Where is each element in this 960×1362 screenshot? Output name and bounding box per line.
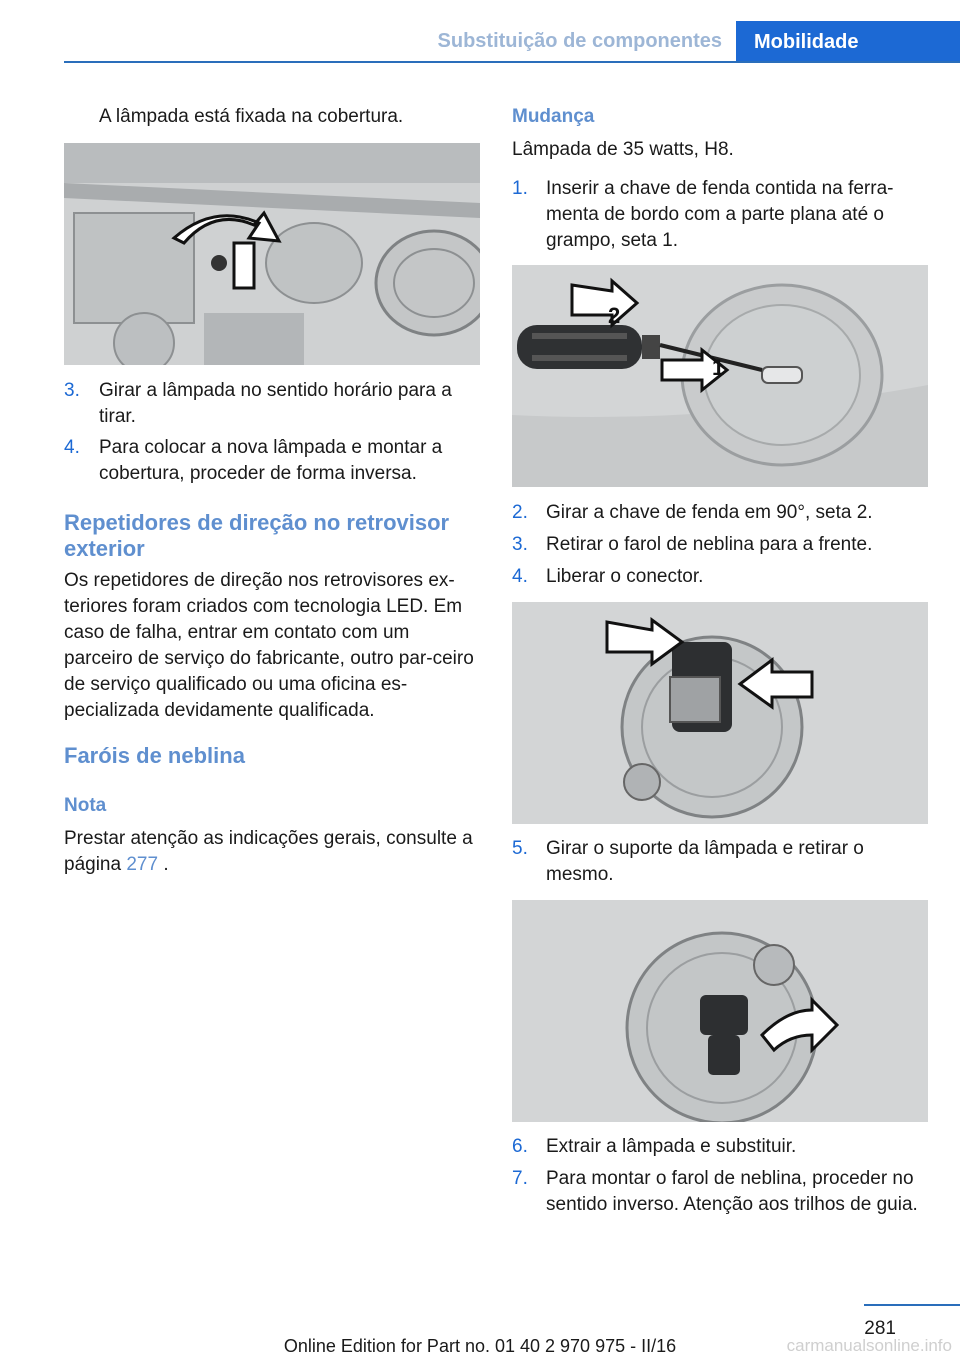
step-text: Retirar o farol de neblina para a frente.: [546, 534, 873, 555]
footer-rule: [864, 1304, 960, 1306]
figure-screwdriver: [512, 265, 928, 487]
note-text: Prestar atenção as indicações gerais, consulte a página: [64, 828, 473, 875]
step-text: Girar o suporte da lâmpada e retirar o mesmo.: [546, 838, 864, 885]
step-text: Liberar o conector.: [546, 566, 704, 587]
step-number: 3.: [512, 534, 528, 555]
step-number: 7.: [512, 1168, 528, 1189]
step-number: 5.: [512, 838, 528, 859]
step-number: 4.: [64, 437, 80, 458]
step-number: 2.: [512, 502, 528, 523]
note-paragraph: [64, 826, 480, 878]
heading-change: Mudança: [512, 106, 595, 127]
step-text: Girar a chave de fenda em 90°, seta 2.: [546, 502, 873, 523]
bulb-spec: Lâmpada de 35 watts, H8.: [512, 139, 734, 160]
step-text: Girar a lâmpada no sentido horário para a tirar.: [99, 380, 452, 427]
figure-connector: [512, 602, 928, 824]
figure-bulb-holder: [512, 900, 928, 1122]
figure-headlight-cover: [64, 143, 480, 365]
arrow-label-2: 2: [608, 303, 621, 328]
header-section-title: Substituição de componentes: [437, 30, 722, 52]
step-text: Para colocar a nova lâmpada e montar a cobertura, proceder de forma inversa.: [99, 437, 443, 484]
note-tail: .: [158, 854, 169, 875]
footer-edition: Online Edition for Part no. 01 40 2 970 975 - II/16: [283, 1336, 677, 1356]
page-number: 281: [864, 1318, 896, 1339]
watermark: carmanualsonline.info: [786, 1336, 952, 1355]
header-rule: [64, 61, 960, 63]
heading-note: Nota: [64, 795, 107, 816]
step-text: Extrair a lâmpada e substituir.: [546, 1136, 797, 1157]
arrow-label-1: 1: [712, 355, 725, 380]
intro-text: A lâmpada está fixada na cobertura.: [99, 106, 404, 127]
step-number: 1.: [512, 178, 528, 199]
step-text: Para montar o farol de neblina, proceder no sentido inverso. Atenção aos trilhos de guia.: [546, 1168, 918, 1215]
repeaters-paragraph: Os repetidores de direção nos retrovisores ex-teriores foram criados com tecnologia LED. Em caso de falha, entrar em contato com um parceiro de serviço do fabricante, outro par-ceiro de serviço qualificado ou uma oficina es-pecializada devidamente qualificada.: [64, 570, 474, 721]
step-number: 3.: [64, 380, 80, 401]
step-number: 4.: [512, 566, 528, 587]
step-number: 6.: [512, 1136, 528, 1157]
heading-mirror-repeaters: Repetidores de direção no retrovisor exterior: [64, 510, 450, 561]
step-text: Inserir a chave de fenda contida na ferra-menta de bordo com a parte plana até o grampo, seta 1.: [546, 178, 894, 251]
header-chapter-tab[interactable]: Mobilidade: [736, 21, 960, 61]
page-reference-link[interactable]: 277: [126, 854, 159, 875]
heading-fog-lights: Faróis de neblina: [64, 743, 245, 768]
